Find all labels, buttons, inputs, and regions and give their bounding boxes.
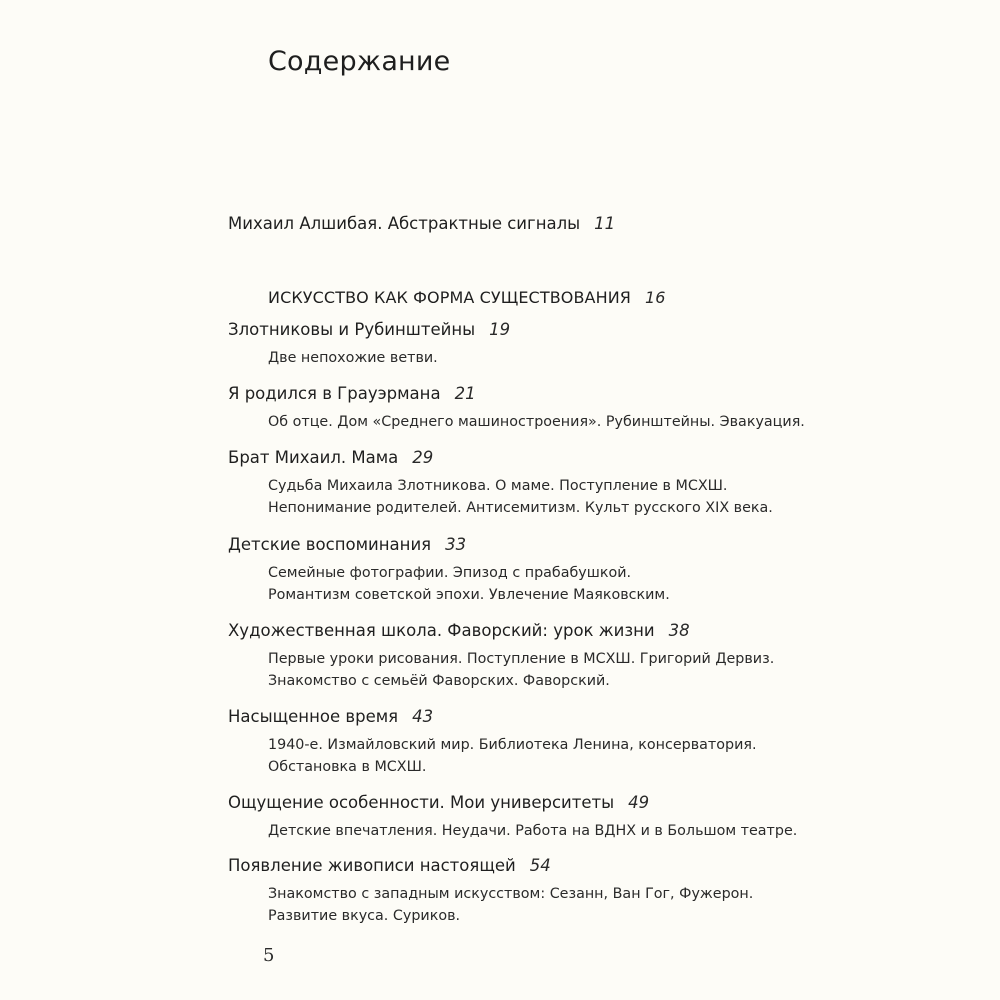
toc-chapter-entry[interactable] xyxy=(228,384,476,403)
toc-chapter-summary: Романтизм советской эпохи. Увлечение Маяковским. xyxy=(268,587,670,603)
toc-entry-label: Появление живописи настоящей xyxy=(228,856,516,875)
toc-page-number: 33 xyxy=(445,535,467,554)
toc-chapter-summary: Знакомство с семьёй Фаворских. Фаворский. xyxy=(268,673,610,689)
toc-page-number: 54 xyxy=(529,856,551,875)
toc-chapter-summary: Об отце. Дом «Среднего машиностроения». Рубинштейны. Эвакуация. xyxy=(268,414,805,430)
toc-chapter-summary: Обстановка в МСХШ. xyxy=(268,759,427,775)
toc-intro-entry[interactable] xyxy=(228,214,615,233)
toc-entry-label: ИСКУССТВО КАК ФОРМА СУЩЕСТВОВАНИЯ xyxy=(268,288,632,307)
toc-page-number: 43 xyxy=(412,707,434,726)
toc-page-number: 38 xyxy=(668,621,690,640)
toc-chapter-entry[interactable] xyxy=(228,320,510,339)
toc-page-number: 29 xyxy=(412,448,434,467)
toc-chapter-summary: Знакомство с западным искусством: Сезанн, Ван Гог, Фужерон. xyxy=(268,886,754,902)
toc-chapter-summary: Семейные фотографии. Эпизод с прабабушкой. xyxy=(268,565,632,581)
toc-chapter-summary: Развитие вкуса. Суриков. xyxy=(268,908,461,924)
toc-page-number: 49 xyxy=(628,793,650,812)
toc-chapter-summary: Судьба Михаила Злотникова. О маме. Поступление в МСХШ. xyxy=(268,478,728,494)
toc-entry-label: Михаил Алшибая. Абстрактные сигналы xyxy=(228,214,581,233)
toc-chapter-summary: 1940-е. Измайловский мир. Библиотека Ленина, консерватория. xyxy=(268,737,757,753)
toc-entry-label: Ощущение особенности. Мои университеты xyxy=(228,793,615,812)
toc-chapter-entry[interactable] xyxy=(228,448,433,467)
toc-chapter-entry[interactable] xyxy=(228,793,649,812)
toc-page-number: 11 xyxy=(594,214,616,233)
toc-page-number: 21 xyxy=(454,384,476,403)
page-title: Содержание xyxy=(268,46,451,77)
toc-chapter-entry[interactable] xyxy=(228,707,433,726)
toc-entry-label: Насыщенное время xyxy=(228,707,399,726)
toc-chapter-entry[interactable] xyxy=(228,621,690,640)
toc-entry-label: Я родился в Грауэрмана xyxy=(228,384,441,403)
toc-chapter-summary: Непонимание родителей. Антисемитизм. Культ русского XIX века. xyxy=(268,500,773,516)
toc-chapter-entry[interactable] xyxy=(228,856,551,875)
toc-entry-label: Детские воспоминания xyxy=(228,535,432,554)
toc-chapter-entry[interactable] xyxy=(228,535,466,554)
toc-entry-label: Злотниковы и Рубинштейны xyxy=(228,320,476,339)
toc-page-number: 16 xyxy=(645,288,666,307)
toc-chapter-summary: Первые уроки рисования. Поступление в МСХШ. Григорий Дервиз. xyxy=(268,651,775,667)
toc-entry-label: Художественная школа. Фаворский: урок жизни xyxy=(228,621,655,640)
toc-page-number: 19 xyxy=(489,320,511,339)
toc-entry-label: Брат Михаил. Мама xyxy=(228,448,399,467)
toc-chapter-summary: Детские впечатления. Неудачи. Работа на ВДНХ и в Большом театре. xyxy=(268,823,798,839)
page-number: 5 xyxy=(263,945,275,966)
toc-chapter-summary: Две непохожие ветви. xyxy=(268,350,438,366)
toc-section-heading[interactable] xyxy=(268,288,666,307)
